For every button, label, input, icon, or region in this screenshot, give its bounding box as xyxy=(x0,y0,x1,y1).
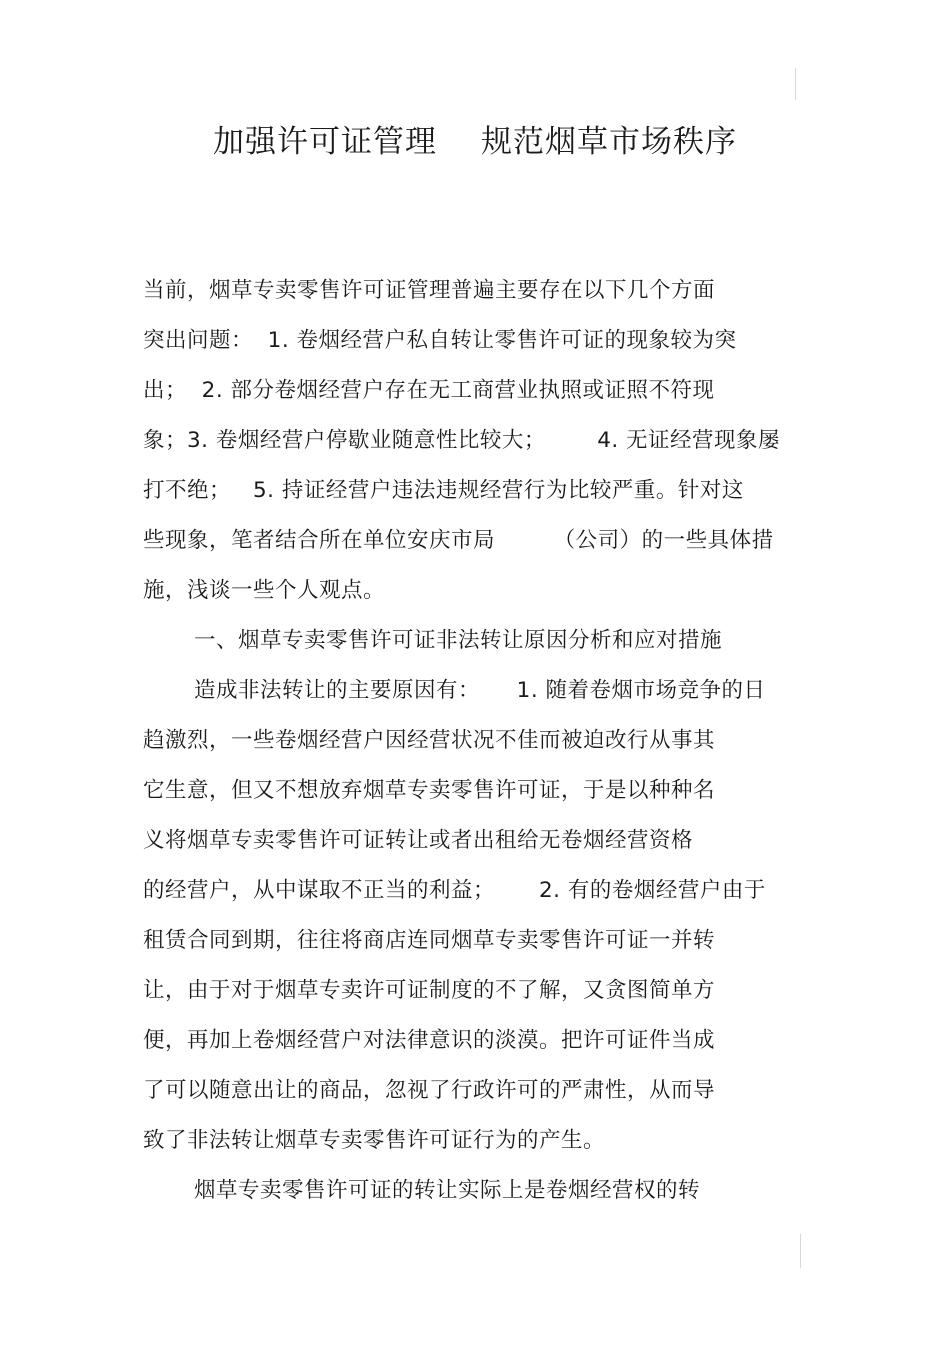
section-heading: 一、烟草专卖零售许可证非法转让原因分析和应对措施 xyxy=(194,628,723,653)
page-margin-mark xyxy=(800,1234,801,1268)
body-line: 租赁合同到期，往往将商店连同烟草专卖零售许可证一并转 xyxy=(143,928,716,953)
body-line: 造成非法转让的主要原因有： 1. 随着卷烟市场竞争的日 xyxy=(194,678,766,703)
body-line: 便，再加上卷烟经营户对法律意识的淡漠。把许可证件当成 xyxy=(143,1028,716,1053)
body-line: 烟草专卖零售许可证的转让实际上是卷烟经营权的转 xyxy=(194,1178,701,1203)
body-line: 象；3. 卷烟经营户停歇业随意性比较大； 4. 无证经营现象屡 xyxy=(143,428,781,453)
body-line: 让，由于对于烟草专卖许可证制度的不了解，又贪图简单方 xyxy=(143,978,716,1003)
document-title xyxy=(0,120,950,164)
body-line: 当前，烟草专卖零售许可证管理普遍主要存在以下几个方面 xyxy=(143,278,716,303)
body-line: 义将烟草专卖零售许可证转让或者出租给无卷烟经营资格 xyxy=(143,828,694,853)
body-line: 致了非法转让烟草专卖零售许可证行为的产生。 xyxy=(143,1128,606,1153)
body-line: 了可以随意出让的商品，忽视了行政许可的严肃性，从而导 xyxy=(143,1078,716,1103)
title-part-1: 加强许可证管理 xyxy=(213,124,437,160)
body-line: 些现象，笔者结合所在单位安庆市局 （公司）的一些具体措 xyxy=(143,528,774,553)
body-line: 出； 2. 部分卷烟经营户存在无工商营业执照或证照不符现 xyxy=(143,378,715,403)
body-line: 打不绝； 5. 持证经营户违法违规经营行为比较严重。针对这 xyxy=(143,478,744,503)
body-line: 趋激烈，一些卷烟经营户因经营状况不佳而被迫改行从事其 xyxy=(143,728,716,753)
body-line: 的经营户，从中谋取不正当的利益； 2. 有的卷烟经营户由于 xyxy=(143,878,766,903)
body-line: 施，浅谈一些个人观点。 xyxy=(143,578,386,603)
body-line: 突出问题： 1. 卷烟经营户私自转让零售许可证的现象较为突 xyxy=(143,328,737,353)
page-margin-mark xyxy=(795,68,796,100)
title-part-2: 规范烟草市场秩序 xyxy=(481,124,737,160)
body-line: 它生意，但又不想放弃烟草专卖零售许可证，于是以种种名 xyxy=(143,778,716,803)
